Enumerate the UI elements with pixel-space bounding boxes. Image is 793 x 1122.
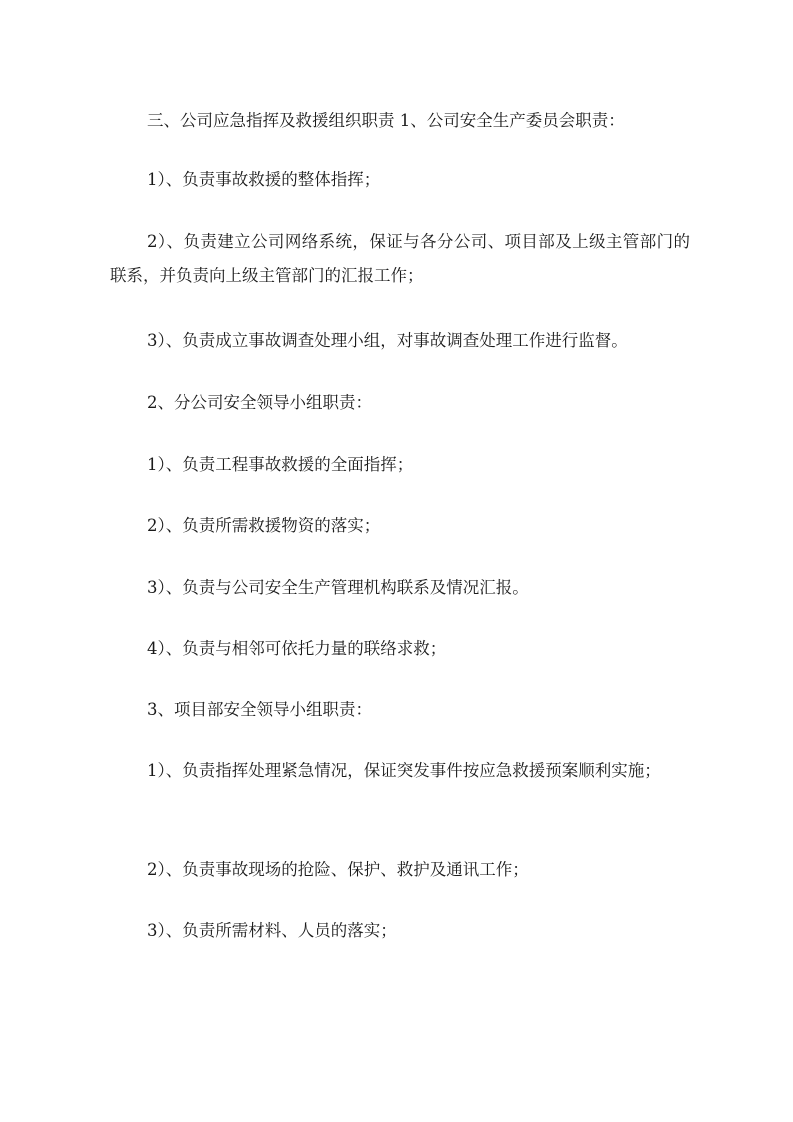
paragraph: 3）、负责与公司安全生产管理机构联系及情况汇报。	[147, 578, 529, 597]
paragraph: 4）、负责与相邻可依托力量的联络求救；	[147, 639, 447, 658]
section-heading: 三、公司应急指挥及救援组织职责 1、公司安全生产委员会职责：	[147, 111, 625, 130]
paragraph: 2）、负责事故现场的抢险、保护、救护及通讯工作；	[147, 860, 529, 879]
paragraph: 2）、负责所需救援物资的落实；	[147, 516, 381, 535]
paragraph: 3）、负责所需材料、人员的落实；	[147, 921, 397, 940]
paragraph: 1）、负责指挥处理紧急情况，保证突发事件按应急救援预案顺利实施；	[147, 761, 661, 780]
paragraph: 2）、负责建立公司网络系统，保证与各分公司、项目部及上级主管部门的联系，并负责向上级主管部门的汇报工作；	[110, 232, 690, 285]
paragraph: 3）、负责成立事故调查处理小组，对事故调查处理工作进行监督。	[147, 331, 628, 350]
subsection-heading: 2、分公司安全领导小组职责：	[147, 393, 372, 412]
paragraph: 1）、负责工程事故救援的全面指挥；	[147, 455, 414, 474]
subsection-heading: 3、项目部安全领导小组职责：	[147, 700, 372, 719]
paragraph: 1）、负责事故救援的整体指挥；	[147, 170, 381, 189]
